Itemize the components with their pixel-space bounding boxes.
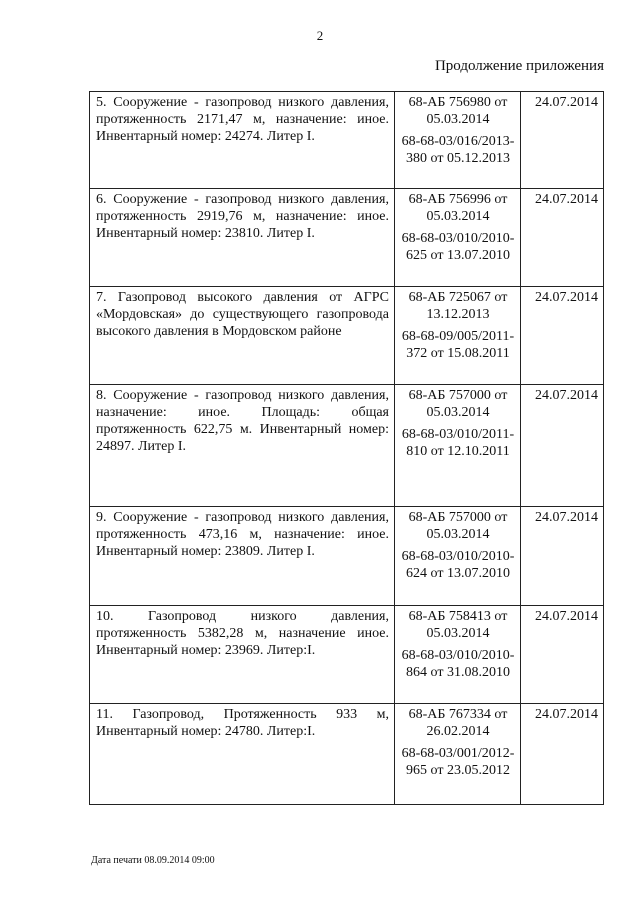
registration-number: 68-68-03/001/2012-965 от 23.05.2012 xyxy=(401,746,515,778)
certificate-number: 68-АБ 757000 от 05.03.2014 xyxy=(408,388,508,420)
object-description: 10. Газопровод низкого давления, протяженность 5382,28 м, назначение иное. Инвентарный номер: 23969. Литер:I. xyxy=(90,606,395,704)
table-row xyxy=(90,189,604,287)
object-description: 5. Сооружение - газопровод низкого давления, протяженность 2171,47 м, назначение: иное. Инвентарный номер: 24274. Литер I. xyxy=(90,92,395,189)
date-cell: 24.07.2014 xyxy=(521,92,604,189)
print-date: Дата печати 08.09.2014 09:00 xyxy=(91,855,215,866)
object-description: 7. Газопровод высокого давления от АГРС «Мордовская» до существующего газопровода высокого давления в Мордовском районе xyxy=(90,287,395,385)
date-cell: 24.07.2014 xyxy=(521,189,604,287)
object-description: 6. Сооружение - газопровод низкого давления, протяженность 2919,76 м, назначение: иное. Инвентарный номер: 23810. Литер I. xyxy=(90,189,395,287)
certificate-number: 68-АБ 725067 от 13.12.2013 xyxy=(408,290,508,322)
certificate-number: 68-АБ 756980 от 05.03.2014 xyxy=(408,95,508,127)
registration-number: 68-68-03/010/2010-625 от 13.07.2010 xyxy=(401,231,515,263)
certificate-number: 68-АБ 756996 от 05.03.2014 xyxy=(408,192,508,224)
registration-number: 68-68-03/010/2011-810 от 12.10.2011 xyxy=(401,427,515,459)
table-row xyxy=(90,507,604,606)
certificate-cell xyxy=(395,704,521,805)
certificate-cell xyxy=(395,189,521,287)
date-cell: 24.07.2014 xyxy=(521,507,604,606)
table-row xyxy=(90,92,604,189)
registration-number: 68-68-09/005/2011-372 от 15.08.2011 xyxy=(401,329,515,361)
table-row xyxy=(90,704,604,805)
table-row xyxy=(90,606,604,704)
registration-number: 68-68-03/010/2010-624 от 13.07.2010 xyxy=(401,549,515,581)
date-cell: 24.07.2014 xyxy=(521,385,604,507)
certificate-number: 68-АБ 767334 от 26.02.2014 xyxy=(408,707,508,739)
registration-number: 68-68-03/016/2013-380 от 05.12.2013 xyxy=(401,134,515,166)
certificate-cell xyxy=(395,606,521,704)
certificate-cell xyxy=(395,287,521,385)
certificate-cell xyxy=(395,92,521,189)
certificate-number: 68-АБ 757000 от 05.03.2014 xyxy=(408,510,508,542)
certificate-cell xyxy=(395,507,521,606)
page-number: 2 xyxy=(316,28,324,43)
table-row xyxy=(90,287,604,385)
object-description: 11. Газопровод, Протяженность 933 м, Инвентарный номер: 24780. Литер:I. xyxy=(90,704,395,805)
registry-table xyxy=(89,91,604,805)
date-cell: 24.07.2014 xyxy=(521,287,604,385)
date-cell: 24.07.2014 xyxy=(521,704,604,805)
continuation-heading: Продолжение приложения xyxy=(434,58,604,74)
date-cell: 24.07.2014 xyxy=(521,606,604,704)
object-description: 9. Сооружение - газопровод низкого давления, протяженность 473,16 м, назначение: иное. Инвентарный номер: 23809. Литер I. xyxy=(90,507,395,606)
registration-number: 68-68-03/010/2010-864 от 31.08.2010 xyxy=(401,648,515,680)
certificate-cell xyxy=(395,385,521,507)
object-description: 8. Сооружение - газопровод низкого давления, назначение: иное. Площадь: общая протяженность 622,75 м. Инвентарный номер: 24897. Литер I. xyxy=(90,385,395,507)
certificate-number: 68-АБ 758413 от 05.03.2014 xyxy=(408,609,508,641)
table-row xyxy=(90,385,604,507)
